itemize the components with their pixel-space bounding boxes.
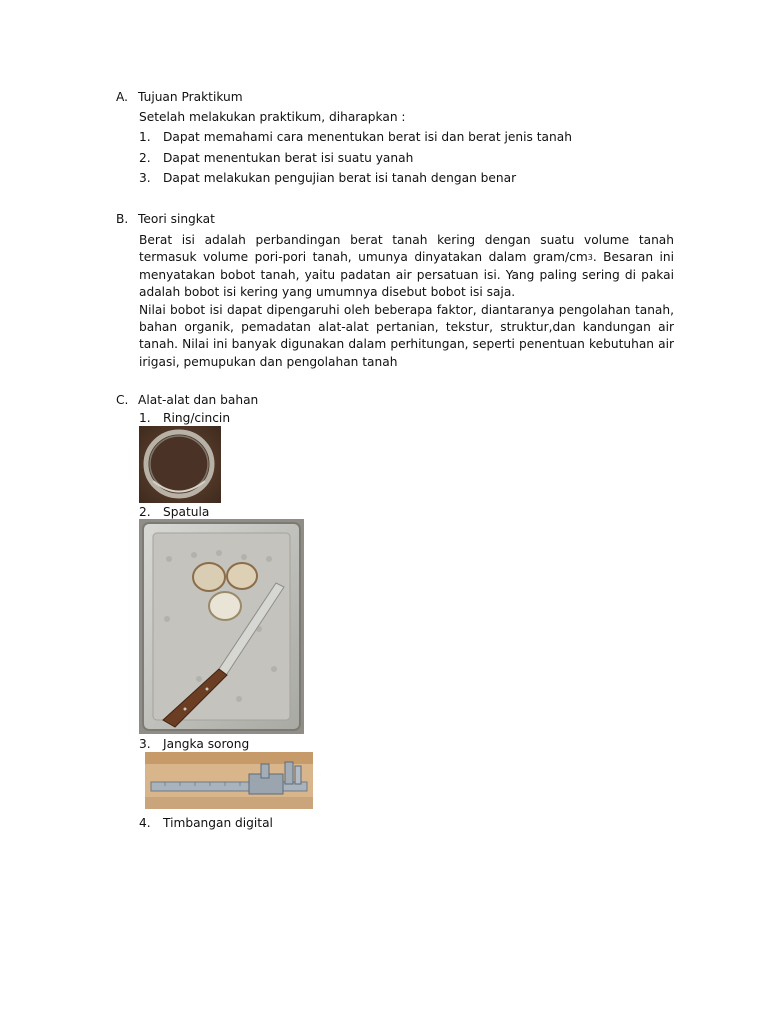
objective-item <box>139 170 516 186</box>
tool-number: 2. <box>139 505 151 519</box>
caliper-photo <box>145 752 313 809</box>
objective-number: 2. <box>139 151 151 165</box>
theory-text <box>139 232 674 371</box>
section-b-letter: B. <box>116 212 129 226</box>
tool-number: 4. <box>139 816 151 830</box>
section-a-intro: Setelah melakukan praktikum, diharapkan : <box>139 110 406 124</box>
section-b-title: Teori singkat <box>138 212 215 226</box>
objective-text: Dapat menentukan berat isi suatu yanah <box>163 151 414 165</box>
theory-paragraph-1-end: . Besaran ini menyatakan bobot tanah, yaitu padatan air persatuan isi. Yang paling sering di pakai adalah bobot isi kering yang umumnya disebut bobot isi saja. <box>139 250 674 300</box>
tool-item <box>139 410 230 426</box>
spatula-photo <box>139 519 304 734</box>
section-a-letter: A. <box>116 90 128 104</box>
objective-number: 3. <box>139 171 151 185</box>
theory-paragraph-1-start: Berat isi adalah perbandingan berat tanah kering dengan suatu volume tanah termasuk volume pori-pori tanah, umunya dinyatakan dalam gram/cm <box>139 233 674 265</box>
objective-text: Dapat memahami cara menentukan berat isi dan berat jenis tanah <box>163 130 572 144</box>
theory-paragraph-1 <box>139 232 674 302</box>
section-b-heading <box>116 211 215 227</box>
tool-name: Jangka sorong <box>163 737 250 751</box>
tool-name: Spatula <box>163 505 210 519</box>
section-a-heading <box>116 89 243 105</box>
section-a-title: Tujuan Praktikum <box>138 90 243 104</box>
tool-name: Timbangan digital <box>163 816 273 830</box>
superscript-three: 3 <box>587 253 593 263</box>
objective-number: 1. <box>139 130 151 144</box>
tool-name: Ring/cincin <box>163 411 231 425</box>
ring-photo <box>139 426 221 503</box>
objective-text: Dapat melakukan pengujian berat isi tanah dengan benar <box>163 171 517 185</box>
section-c-title: Alat-alat dan bahan <box>138 393 259 407</box>
tool-number: 3. <box>139 737 151 751</box>
objective-item <box>139 129 572 145</box>
tool-item <box>139 504 209 520</box>
objective-item <box>139 150 413 166</box>
section-c-letter: C. <box>116 393 129 407</box>
tool-item <box>139 736 249 752</box>
theory-paragraph-2: Nilai bobot isi dapat dipengaruhi oleh beberapa faktor, diantaranya pengolahan tanah, bahan organik, pemadatan alat-alat pertanian, tekstur, struktur,dan kandungan air tanah. Nilai ini banyak digunakan dalam perhitungan, seperti penentuan kebutuhan air irigasi, pemupukan dan pengolahan tanah <box>139 302 674 369</box>
tool-number: 1. <box>139 411 151 425</box>
section-c-heading <box>116 392 258 408</box>
tool-item <box>139 815 273 831</box>
